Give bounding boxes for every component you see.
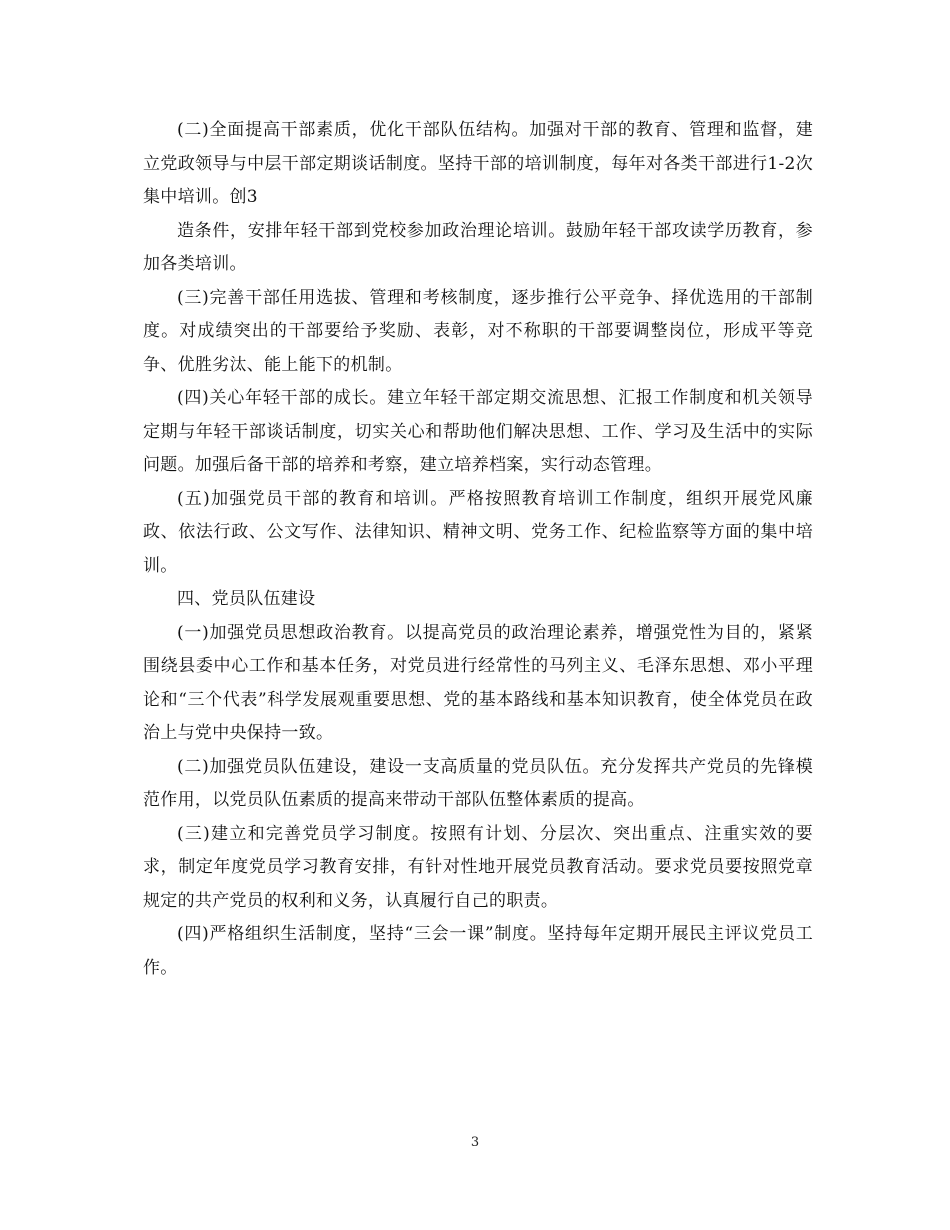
document-body	[143, 114, 813, 985]
paragraph-young-cadre-growth: (四)关心年轻干部的成长。建立年轻干部定期交流思想、汇报工作制度和机关领导定期与年轻干部谈话制度，切实关心和帮助他们解决思想、工作、学习及生活中的实际问题。加强后备干部的培养和考察，建立培养档案，实行动态管理。	[143, 388, 813, 475]
page-number: 3	[470, 1135, 480, 1150]
paragraph-political-education: (一)加强党员思想政治教育。以提高党员的政治理论素养，增强党性为目的，紧紧围绕县委中心工作和基本任务，对党员进行经常性的马列主义、毛泽东思想、邓小平理论和“三个代表”科学发展观重要思想、党的基本路线和基本知识教育，使全体党员在政治上与党中央保持一致。	[143, 622, 813, 743]
paragraph-party-training: (五)加强党员干部的教育和培训。严格按照教育培训工作制度，组织开展党风廉政、依法行政、公文写作、法律知识、精神文明、党务工作、纪检监察等方面的集中培训。	[143, 488, 813, 576]
paragraph-study-system: (三)建立和完善党员学习制度。按照有计划、分层次、突出重点、注重实效的要求，制定年度党员学习教育安排，有针对性地开展党员教育活动。要求党员要按照党章规定的共产党员的权利和义务，认真履行自己的职责。	[143, 823, 813, 911]
paragraph-selection-system: (三)完善干部任用选拔、管理和考核制度，逐步推行公平竞争、择优选用的干部制度。对成绩突出的干部要给予奖励、表彰，对不称职的干部要调整岗位，形成平等竞争、优胜劣汰、能上能下的机制。	[143, 287, 813, 375]
paragraph-young-cadre-training: 造条件，安排年轻干部到党校参加政治理论培训。鼓励年轻干部攻读学历教育，参加各类培训。	[143, 220, 813, 274]
paragraph-team-building: (二)加强党员队伍建设，建设一支高质量的党员队伍。充分发挥共产党员的先锋模范作用，以党员队伍素质的提高来带动干部队伍整体素质的提高。	[143, 756, 813, 810]
paragraph-organization-life: (四)严格组织生活制度，坚持“三会一课”制度。坚持每年定期开展民主评议党员工作。	[143, 924, 813, 978]
paragraph-cadre-quality: (二)全面提高干部素质，优化干部队伍结构。加强对干部的教育、管理和监督，建立党政领导与中层干部定期谈话制度。坚持干部的培训制度，每年对各类干部进行1-2次集中培训。创3	[143, 120, 813, 207]
section-heading-party-members: 四、党员队伍建设	[177, 589, 316, 609]
